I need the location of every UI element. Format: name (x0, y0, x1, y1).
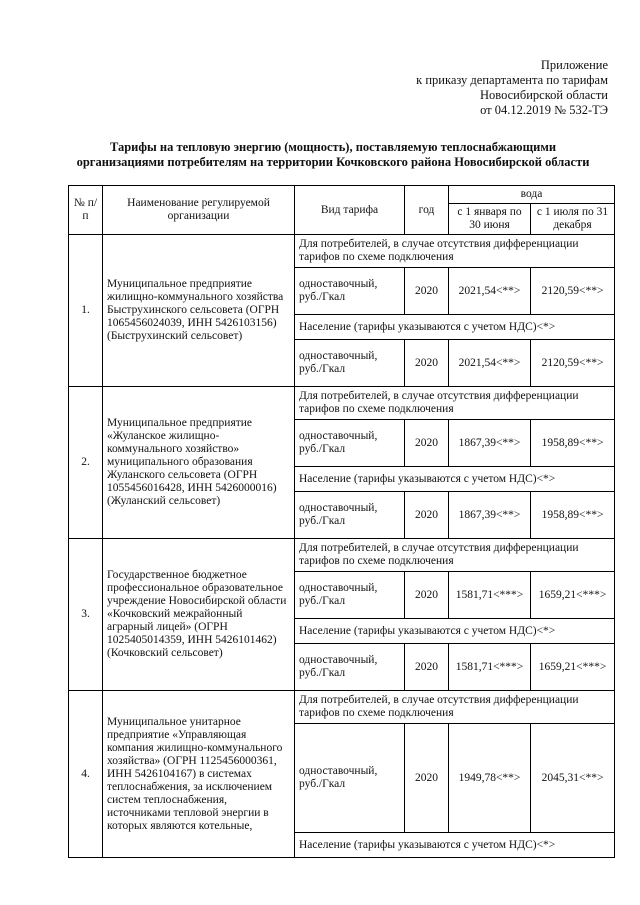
tariff-kind: одноставочный, руб./Гкал (295, 644, 405, 691)
header-num: № п/п (69, 186, 103, 235)
tariff-value-h1: 1867,39<**> (449, 492, 531, 539)
row-number: 4. (69, 691, 103, 858)
header-kind: Вид тарифа (295, 186, 405, 235)
header-period-2: с 1 июля по 31 декабря (531, 204, 615, 235)
tariff-year: 2020 (405, 724, 449, 833)
tariff-value-h2: 1958,89<**> (531, 420, 615, 467)
appendix-line: Новосибирской области (479, 88, 608, 102)
tariff-year: 2020 (405, 492, 449, 539)
note-consumers: Для потребителей, в случае отсутствия дифференциации тарифов по схеме подключения (295, 235, 615, 268)
org-name: Муниципальное унитарное предприятие «Управляющая компания жилищно-коммунального хозяйства» (ОГРН 1125456000361, ИНН 5426104167) в системах теплоснабжения, за исключением систем теплоснабжения, источниками тепловой энергии в которых являются котельные, (103, 691, 295, 858)
note-population: Население (тарифы указываются с учетом НДС)<*> (295, 467, 615, 492)
header-period-1: с 1 января по 30 июня (449, 204, 531, 235)
tariff-value-h2: 2045,31<**> (531, 724, 615, 833)
org-name: Муниципальное предприятие жилищно-коммунального хозяйства Быструхинского сельсовета (ОГРН 1065456024039, ИНН 5426103156) (Быструхинский сельсовет) (103, 235, 295, 387)
header-org: Наименование регулируемой организации (103, 186, 295, 235)
tariff-year: 2020 (405, 572, 449, 619)
tariff-value-h1: 1581,71<***> (449, 644, 531, 691)
note-consumers: Для потребителей, в случае отсутствия дифференциации тарифов по схеме подключения (295, 691, 615, 724)
tariff-kind: одноставочный, руб./Гкал (295, 420, 405, 467)
appendix-line: от 04.12.2019 № 532-ТЭ (480, 103, 608, 117)
note-population: Население (тарифы указываются с учетом НДС)<*> (295, 619, 615, 644)
row-number: 1. (69, 235, 103, 387)
tariff-value-h1: 2021,54<**> (449, 268, 531, 315)
tariff-kind: одноставочный, руб./Гкал (295, 572, 405, 619)
row-number: 2. (69, 387, 103, 539)
tariff-value-h2: 2120,59<**> (531, 268, 615, 315)
tariff-value-h1: 2021,54<**> (449, 340, 531, 387)
tariff-year: 2020 (405, 340, 449, 387)
title-line: организациями потребителям на территории Кочковского района Новосибирской области (76, 155, 590, 169)
header-water: вода (449, 186, 615, 204)
tariff-value-h1: 1581,71<***> (449, 572, 531, 619)
tariff-value-h1: 1949,78<**> (449, 724, 531, 833)
note-population: Население (тарифы указываются с учетом НДС)<*> (295, 833, 615, 858)
org-name: Муниципальное предприятие «Жуланское жилищно-коммунального хозяйство» муниципального образования Жуланского сельсовета (ОГРН 1055456016428, ИНН 5426000016) (Жуланский сельсовет) (103, 387, 295, 539)
tariff-kind: одноставочный, руб./Гкал (295, 268, 405, 315)
tariff-kind: одноставочный, руб./Гкал (295, 492, 405, 539)
appendix-block (308, 58, 608, 118)
tariff-kind: одноставочный, руб./Гкал (295, 724, 405, 833)
tariff-value-h2: 1958,89<**> (531, 492, 615, 539)
appendix-line: Приложение (540, 58, 608, 72)
header-year: год (405, 186, 449, 235)
document-title (50, 140, 616, 170)
title-line: Тарифы на тепловую энергию (мощность), поставляемую теплоснабжающими (109, 140, 557, 154)
tariff-year: 2020 (405, 420, 449, 467)
tariff-year: 2020 (405, 268, 449, 315)
org-name: Государственное бюджетное профессиональное образовательное учреждение Новосибирской области «Кочковский межрайонный аграрный лицей» (ОГРН 1025405014359, ИНН 5426101462) (Кочковский сельсовет) (103, 539, 295, 691)
note-consumers: Для потребителей, в случае отсутствия дифференциации тарифов по схеме подключения (295, 387, 615, 420)
tariff-kind: одноставочный, руб./Гкал (295, 340, 405, 387)
note-population: Население (тарифы указываются с учетом НДС)<*> (295, 315, 615, 340)
tariff-value-h2: 1659,21<***> (531, 644, 615, 691)
tariff-value-h1: 1867,39<**> (449, 420, 531, 467)
tariff-value-h2: 1659,21<***> (531, 572, 615, 619)
tariff-table (68, 185, 615, 858)
tariff-value-h2: 2120,59<**> (531, 340, 615, 387)
appendix-line: к приказу департамента по тарифам (416, 73, 608, 87)
tariff-year: 2020 (405, 644, 449, 691)
note-consumers: Для потребителей, в случае отсутствия дифференциации тарифов по схеме подключения (295, 539, 615, 572)
row-number: 3. (69, 539, 103, 691)
